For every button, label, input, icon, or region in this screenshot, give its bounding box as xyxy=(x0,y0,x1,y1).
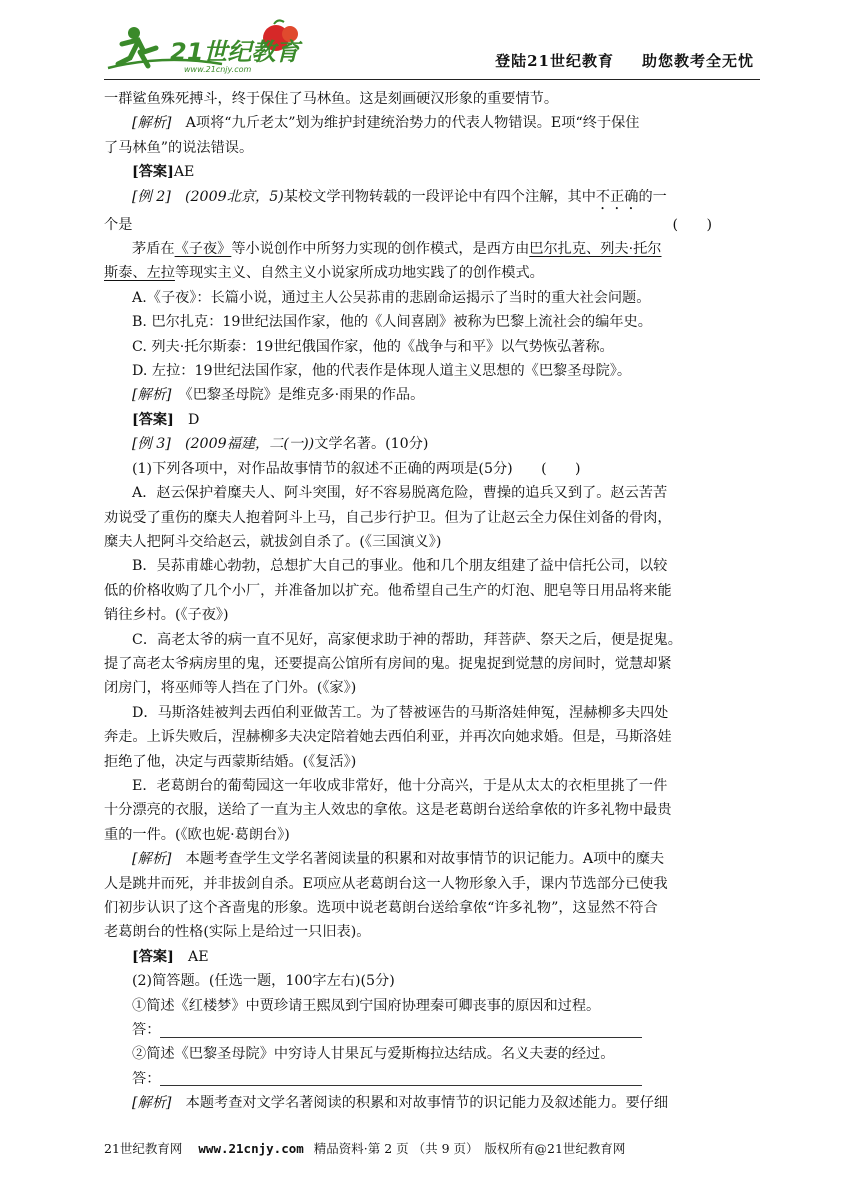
answer-label: [答案] xyxy=(132,411,174,428)
footer-copyright: 版权所有@21世纪教育网 xyxy=(484,1141,626,1156)
choice-a-line: 糜夫人把阿斗交给赵云，就拔剑自杀了。(《三国演义》) xyxy=(104,533,442,550)
page-header xyxy=(104,18,760,78)
analysis-3d: 老葛朗台的性格(实际上是给过一只旧表)。 xyxy=(104,924,371,941)
answer-prefix: 答： xyxy=(132,1022,161,1039)
logo-url: www.21cnjy.com xyxy=(184,65,252,74)
choice-b-line: 低的价格收购了几个小厂，并准备加以扩充。他希望自己生产的灯泡、肥皂等日用品将来能 xyxy=(104,582,672,599)
analysis-text: 《巴黎圣母院》是维克多·雨果的作品。 xyxy=(185,387,425,404)
analysis-3a xyxy=(104,847,760,871)
slogan-help: 助您教考全无忧 xyxy=(641,52,754,70)
answer-blank[interactable] xyxy=(160,1023,642,1038)
question-2: (2)简答题。(任选一题，100字左右)(5分) xyxy=(132,973,395,990)
text-line: 一群鲨鱼殊死搏斗，终于保住了马林鱼。这是刻画硬汉形象的重要情节。 xyxy=(104,91,559,107)
analysis-3c: 们初步认识了这个吝啬鬼的形象。选项中说老葛朗台送给拿侬“许多礼物”，这显然不符合 xyxy=(104,900,658,916)
underlined-term: 《子夜》 xyxy=(174,241,232,258)
answer-prefix: 答： xyxy=(132,1070,161,1087)
answer-label: [答案] xyxy=(132,948,174,965)
analysis-2 xyxy=(104,383,760,407)
answer-label: [答案] xyxy=(132,164,174,181)
choice-d-line: 奔走。上诉失败后，涅赫柳多夫决定陪着她去西伯利亚，并再次向她求婚。但是，马斯洛娃 xyxy=(104,729,672,746)
document-body xyxy=(104,87,760,1116)
footer-site: 21世纪教育网 xyxy=(104,1141,183,1156)
emphasis-text: 不正确 xyxy=(595,188,639,205)
example-2-stem-end xyxy=(104,213,760,237)
underlined-term: 斯泰、左拉 xyxy=(104,265,175,282)
page-footer xyxy=(104,1139,760,1157)
answer-value: D xyxy=(188,411,200,428)
underlined-term: 巴尔扎克、列夫·托尔 xyxy=(529,241,662,258)
option-b: B. 巴尔扎克：19世纪法国作家，他的《人间喜剧》被称为巴黎上流社会的编年史。 xyxy=(132,314,652,331)
choice-e-line: E．老葛朗台的葡萄园这一年收成非常好，他十分高兴，于是从太太的衣柜里挑了一件 xyxy=(132,777,668,794)
choice-a-line: 劝说受了重伤的糜夫人抱着阿斗上马，自己步行护卫。但为了让赵云全力保住刘备的骨肉， xyxy=(104,509,672,526)
header-divider xyxy=(104,79,760,80)
answer-1 xyxy=(104,160,760,184)
choice-c-line: 闭房门，将巫师等人挡在了门外。(《家》) xyxy=(104,680,357,697)
passage-text: 等小说创作中所努力实现的创作模式，是西方由 xyxy=(231,241,530,258)
choice-b-line: 销往乡村。(《子夜》) xyxy=(104,607,229,624)
choice-c-line: 提了高老太爷病房里的鬼，还要提高公馆所有房间的鬼。捉鬼捉到觉慧的房间时，觉慧却紧 xyxy=(104,655,672,672)
analysis-label: [解析] xyxy=(132,387,172,404)
choice-d-line: D．马斯洛娃被判去西伯利亚做苦工。为了替被诬告的马斯洛娃伸冤，涅赫柳多夫四处 xyxy=(132,704,669,721)
footer-url-link[interactable]: www.21cnjy.com xyxy=(198,1141,304,1156)
answer-value: AE xyxy=(173,164,195,181)
example-text: 某校文学刊物转载的一段评论中有四个注解，其中 xyxy=(283,188,596,205)
choice-d-line: 拒绝了他，决定与西蒙斯结婚。(《复活》) xyxy=(104,753,357,770)
analysis-1b: 了马林鱼”的说法错误。 xyxy=(104,139,254,156)
passage-text: 茅盾在 xyxy=(132,241,175,258)
passage-line-2 xyxy=(104,261,760,285)
answer-3 xyxy=(104,945,760,969)
example-source: (2009北京，5) xyxy=(185,188,284,205)
analysis-label: [解析] xyxy=(132,115,172,132)
choice-a-line: A．赵云保护着糜夫人、阿斗突围，好不容易脱离危险，曹操的追兵又到了。赵云苦苦 xyxy=(132,485,668,502)
passage-text: 等现实主义、自然主义小说家所成功地实践了的创作模式。 xyxy=(174,265,544,282)
analysis-label: [解析] xyxy=(132,1095,172,1112)
choice-e-line: 重的一件。(《欧也妮·葛朗台》) xyxy=(104,826,290,843)
example-2-stem xyxy=(104,185,760,213)
analysis-1a xyxy=(104,111,760,135)
choice-c-line: C．高老太爷的病一直不见好，高家便求助于神的帮助，拜菩萨、祭天之后，便是捉鬼。 xyxy=(132,631,682,648)
option-c: C. 列夫·托尔斯泰：19世纪俄国作家，他的《战争与和平》以气势恢弘著称。 xyxy=(132,338,614,355)
analysis-3b: 人是跳井而死，并非拔剑自杀。E项应从老葛朗台这一人物形象入手，课内节选部分已使我 xyxy=(104,875,668,892)
answer-line-1 xyxy=(104,1018,760,1042)
example-source: (2009福建，二(一)) xyxy=(185,436,315,453)
passage-line-1 xyxy=(104,237,760,261)
choice-e-line: 十分漂亮的衣服，送给了一直为主人效忠的拿侬。这是老葛朗台送给拿侬的许多礼物中最贵 xyxy=(104,802,672,819)
analysis-label: [解析] xyxy=(132,851,172,868)
choice-b-line: B．吴荪甫雄心勃勃，总想扩大自己的事业。他和几个朋友组建了益中信托公司，以较 xyxy=(132,558,668,575)
question-2-2: ②简述《巴黎圣母院》中穷诗人甘果瓦与爱斯梅拉达结成。名义夫妻的经过。 xyxy=(132,1046,615,1063)
example-text: 文学名著。(10分) xyxy=(314,436,429,453)
analysis-text: A项将“九斤老太”划为维护封建统治势力的代表人物错误。E项“终于保住 xyxy=(185,115,640,132)
footer-page-info: 精品资料·第 2 页 （共 9 页） xyxy=(313,1141,479,1156)
option-a: A.《子夜》：长篇小说，通过主人公吴荪甫的悲剧命运揭示了当时的重大社会问题。 xyxy=(132,289,651,306)
question-2-1: ①简述《红楼梦》中贾珍请王熙凤到宁国府协理秦可卿丧事的原因和过程。 xyxy=(132,997,601,1014)
example-3-stem xyxy=(104,432,760,456)
option-d: D. 左拉：19世纪法国作家，他的代表作是体现人道主义思想的《巴黎圣母院》。 xyxy=(132,363,632,380)
question-text: (1)下列各项中，对作品故事情节的叙述不正确的两项是(5分) xyxy=(132,460,513,477)
example-text: 个是 xyxy=(104,216,133,233)
answer-line-2 xyxy=(104,1067,760,1091)
slogan-login: 登陆21世纪教育 xyxy=(495,52,614,70)
answer-bracket: ( ) xyxy=(672,216,712,233)
analysis-text: 本题考查对文学名著阅读的积累和对故事情节的识记能力及叙述能力。要仔细 xyxy=(185,1095,669,1112)
example-label: [例 2] xyxy=(132,188,171,205)
example-label: [例 3] xyxy=(132,436,171,453)
analysis-4 xyxy=(104,1091,760,1115)
answer-value: AE xyxy=(188,948,209,965)
example-text: 的一 xyxy=(638,188,667,205)
answer-bracket: ( ) xyxy=(541,460,581,477)
analysis-text: 本题考查学生文学名著阅读量的积累和对故事情节的识记能力。A项中的糜夫 xyxy=(185,851,665,868)
answer-2 xyxy=(104,408,760,432)
site-logo[interactable] xyxy=(104,18,314,76)
header-slogan xyxy=(495,50,754,71)
answer-blank[interactable] xyxy=(160,1071,642,1086)
question-1 xyxy=(104,457,760,481)
logo-text: 21世纪教育 xyxy=(170,38,300,66)
